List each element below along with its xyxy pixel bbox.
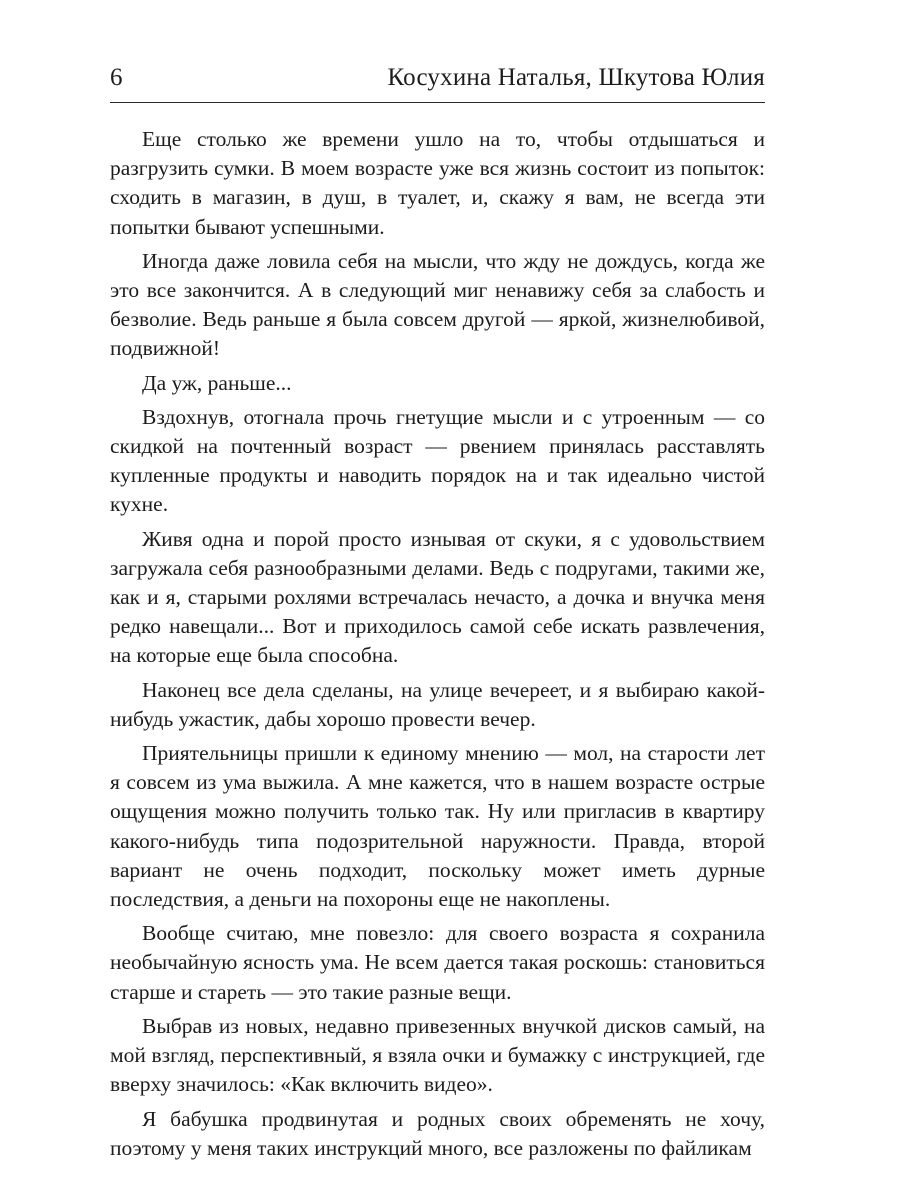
page-number: 6 xyxy=(110,64,123,91)
running-head xyxy=(110,62,765,103)
body-text xyxy=(110,125,765,1163)
paragraph: Выбрав из новых, недавно привезенных внучкой дисков самый, на мой взгляд, перспективный, я взяла очки и бумажку с инструкцией, где вверху значилось: «Как включить видео». xyxy=(110,1013,765,1097)
paragraph: Живя одна и порой просто изнывая от скуки, я с удовольствием загружала себя разнообразными делами. Ведь с подругами, такими же, как и я, старыми рохлями встречалась нечасто, а дочка и внучка меня редко навещали... Вот и приходилось самой себе искать развлечения, на которые еще была способна. xyxy=(110,526,765,668)
paragraph: Вздохнув, отогнала прочь гнетущие мысли и с утроенным — со скидкой на почтенный возраст — рвением принялась расставлять купленные продукты и наводить порядок на и так идеально чистой кухне. xyxy=(110,404,765,517)
paragraph: Еще столько же времени ушло на то, чтобы отдышаться и разгрузить сумки. В моем возрасте уже вся жизнь состоит из попыток: сходить в магазин, в душ, в туалет, и, скажу я вам, не всегда эти попытки бывают успешными. xyxy=(110,127,765,239)
paragraph: Да уж, раньше... xyxy=(142,370,292,395)
book-page xyxy=(110,62,765,1163)
paragraph: Иногда даже ловила себя на мысли, что жду не дождусь, когда же это все закончится. А в следующий миг ненавижу себя за слабость и безволие. Ведь раньше я была совсем другой — яркой, жизнелюбивой, подвижной! xyxy=(110,248,765,361)
running-head-authors: Косухина Наталья, Шкутова Юлия xyxy=(387,64,765,91)
paragraph: Приятельницы пришли к единому мнению — мол, на старости лет я совсем из ума выжила. А мне кажется, что в нашем возрасте острые ощущения можно получить только так. Ну или пригласив в квартиру какого-нибудь типа подозрительной наружности. Правда, второй вариант не очень подходит, поскольку может иметь дурные последствия, а деньги на похороны еще не накоплены. xyxy=(110,741,765,912)
paragraph: Наконец все дела сделаны, на улице вечереет, и я выбираю какой-нибудь ужастик, дабы хорошо провести вечер. xyxy=(110,677,765,731)
paragraph: Вообще считаю, мне повезло: для своего возраста я сохранила необычайную ясность ума. Не всем дается такая роскошь: становиться старше и стареть — это такие разные вещи. xyxy=(110,921,765,1004)
paragraph: Я бабушка продвинутая и родных своих обременять не хочу, поэтому у меня таких инструкций много, все разложены по файликам xyxy=(110,1106,765,1160)
